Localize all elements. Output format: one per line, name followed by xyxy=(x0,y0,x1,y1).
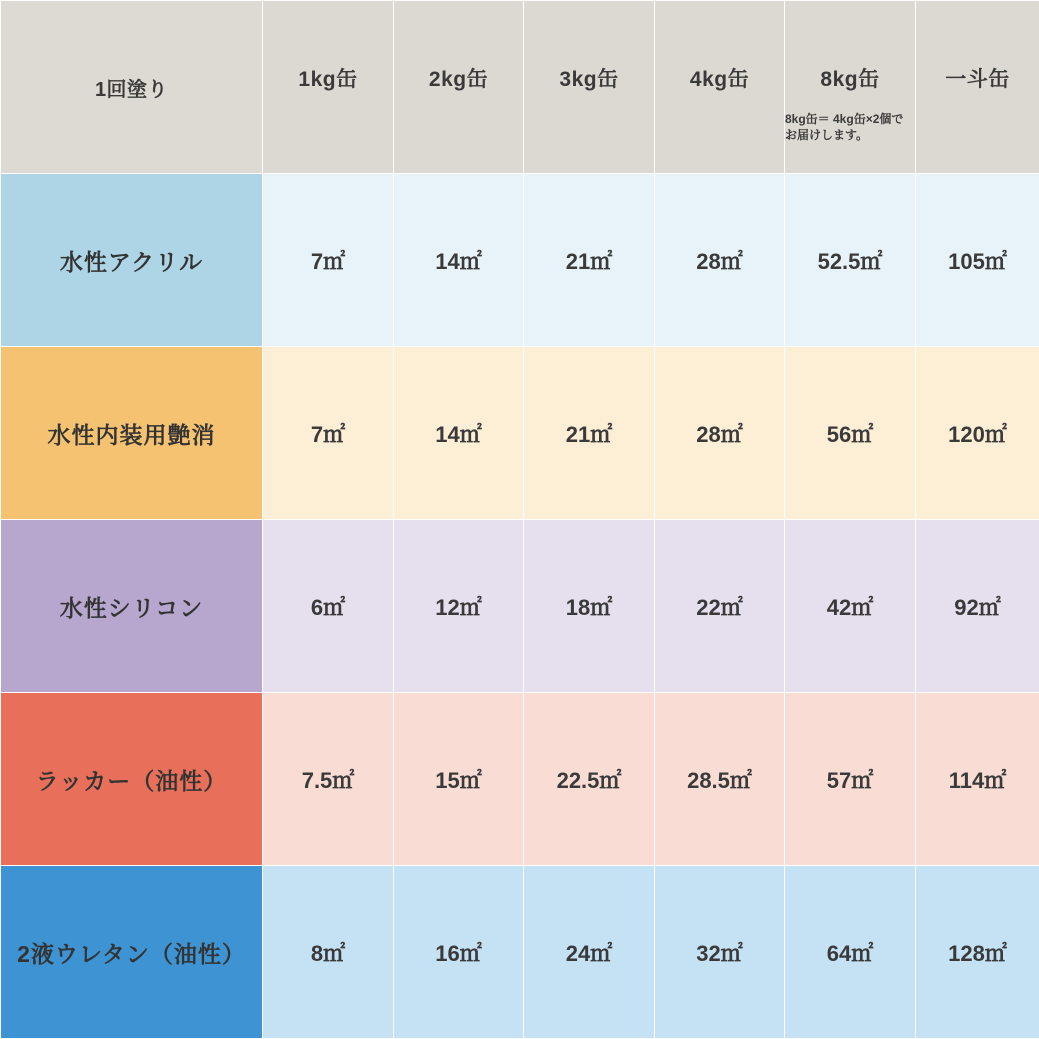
header-col-8kg xyxy=(785,1,916,174)
table-body xyxy=(1,174,1039,1039)
cell-urethane-2kg: 16㎡ xyxy=(394,866,524,1039)
cell-lacquer-itto: 114㎡ xyxy=(916,693,1039,866)
table-row xyxy=(1,866,1039,1039)
cell-acrylic-8kg: 52.5㎡ xyxy=(785,174,916,347)
table-row xyxy=(1,693,1039,866)
cell-urethane-itto: 128㎡ xyxy=(916,866,1039,1039)
cell-acrylic-itto: 105㎡ xyxy=(916,174,1039,347)
cell-lacquer-2kg: 15㎡ xyxy=(394,693,524,866)
cell-silicone-4kg: 22㎡ xyxy=(655,520,785,693)
cell-lacquer-3kg: 22.5㎡ xyxy=(524,693,655,866)
header-col-2kg xyxy=(394,1,524,174)
row-label-acrylic: 水性アクリル xyxy=(1,174,263,347)
row-label-urethane: 2液ウレタン（油性） xyxy=(1,866,263,1039)
cell-lacquer-4kg: 28.5㎡ xyxy=(655,693,785,866)
header-col-1kg xyxy=(263,1,394,174)
cell-urethane-8kg: 64㎡ xyxy=(785,866,916,1039)
header-col-itto xyxy=(916,1,1039,174)
table-header xyxy=(1,1,1039,174)
table-row xyxy=(1,174,1039,347)
cell-matte-8kg: 56㎡ xyxy=(785,347,916,520)
cell-silicone-itto: 92㎡ xyxy=(916,520,1039,693)
cell-urethane-1kg: 8㎡ xyxy=(263,866,394,1039)
cell-acrylic-3kg: 21㎡ xyxy=(524,174,655,347)
cell-silicone-3kg: 18㎡ xyxy=(524,520,655,693)
cell-urethane-4kg: 32㎡ xyxy=(655,866,785,1039)
cell-matte-1kg: 7㎡ xyxy=(263,347,394,520)
cell-urethane-3kg: 24㎡ xyxy=(524,866,655,1039)
cell-silicone-8kg: 42㎡ xyxy=(785,520,916,693)
cell-lacquer-8kg: 57㎡ xyxy=(785,693,916,866)
header-corner-label: 1回塗り xyxy=(1,1,263,174)
cell-acrylic-2kg: 14㎡ xyxy=(394,174,524,347)
cell-lacquer-1kg: 7.5㎡ xyxy=(263,693,394,866)
cell-matte-2kg: 14㎡ xyxy=(394,347,524,520)
header-row xyxy=(1,1,1039,174)
header-col-3kg xyxy=(524,1,655,174)
cell-silicone-2kg: 12㎡ xyxy=(394,520,524,693)
row-label-silicone: 水性シリコン xyxy=(1,520,263,693)
header-col-4kg xyxy=(655,1,785,174)
header-col-2kg-label: 2kg缶 xyxy=(428,68,489,91)
header-col-1kg-label: 1kg缶 xyxy=(298,68,358,91)
cell-matte-3kg: 21㎡ xyxy=(524,347,655,520)
cell-matte-4kg: 28㎡ xyxy=(655,347,785,520)
header-col-8kg-note: 8kg缶＝ 4kg缶×2個で お届けします。 xyxy=(785,112,904,143)
cell-acrylic-1kg: 7㎡ xyxy=(263,174,394,347)
row-label-matte: 水性内装用艶消 xyxy=(1,347,263,520)
cell-matte-itto: 120㎡ xyxy=(916,347,1039,520)
header-col-4kg-label: 4kg缶 xyxy=(689,68,750,91)
table-row xyxy=(1,520,1039,693)
row-label-lacquer: ラッカー（油性） xyxy=(1,693,263,866)
cell-silicone-1kg: 6㎡ xyxy=(263,520,394,693)
header-col-itto-label: 一斗缶 xyxy=(945,68,1010,91)
header-col-3kg-label: 3kg缶 xyxy=(559,68,619,91)
table-row xyxy=(1,347,1039,520)
header-col-8kg-label: 8kg缶 xyxy=(820,68,880,91)
cell-acrylic-4kg: 28㎡ xyxy=(655,174,785,347)
